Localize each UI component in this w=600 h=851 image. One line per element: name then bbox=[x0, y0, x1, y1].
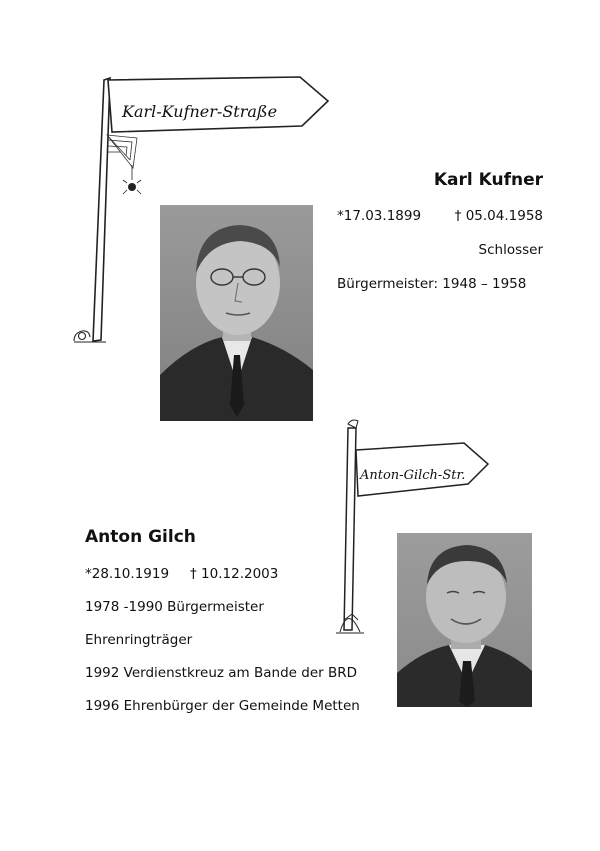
death-date-2: † 10.12.2003 bbox=[190, 566, 279, 582]
bio-line: Ehrenringträger bbox=[85, 632, 193, 648]
name-karl-kufner: Karl Kufner bbox=[433, 170, 543, 190]
bio-line: 1978 -1990 Bürgermeister bbox=[85, 599, 264, 615]
portrait-anton-gilch bbox=[397, 533, 532, 707]
bio-line: 1996 Ehrenbürger der Gemeinde Metten bbox=[85, 698, 360, 714]
bio-line: 1992 Verdienstkreuz am Bande der BRD bbox=[85, 665, 357, 681]
occupation-1: Schlosser bbox=[478, 242, 543, 258]
street-sign-label-1: Karl-Kufner-Straße bbox=[122, 102, 278, 121]
birth-date-2: *28.10.1919 bbox=[85, 566, 170, 582]
name-anton-gilch: Anton Gilch bbox=[85, 527, 196, 547]
street-sign-label-2: Anton-Gilch-Str. bbox=[360, 468, 466, 483]
death-date-1: † 05.04.1958 bbox=[454, 208, 543, 224]
birth-date-1: *17.03.1899 bbox=[337, 208, 422, 224]
office-1: Bürgermeister: 1948 – 1958 bbox=[337, 276, 527, 292]
